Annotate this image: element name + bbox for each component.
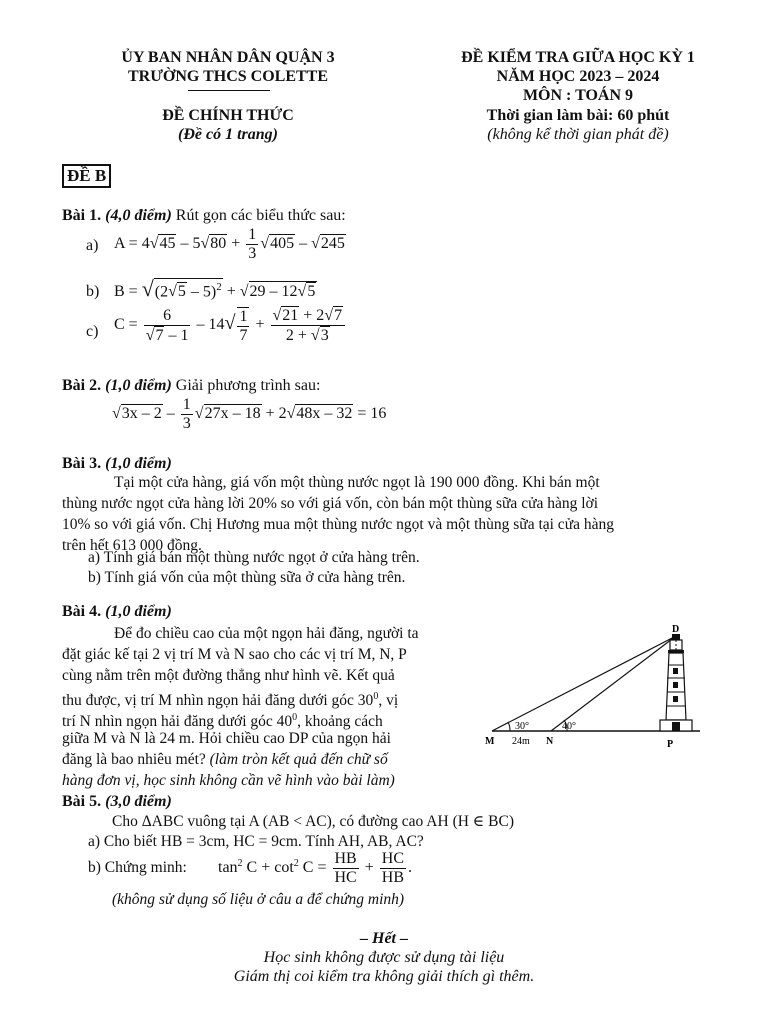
exam-code-box: ĐỀ B <box>62 164 111 188</box>
question-2-prompt: Giải phương trình sau: <box>175 377 321 394</box>
subject: MÔN : TOÁN 9 <box>522 87 634 104</box>
time-limit: Thời gian làm bài: 60 phút <box>486 107 670 124</box>
sight-line-m <box>492 636 676 731</box>
q1b-expression: B = √(2√5 – 5)$^2$ + √29 – 12√5 <box>114 276 316 301</box>
q4-deg-2: 0 <box>292 712 298 723</box>
q4-line-5-tail: , khoảng cách <box>297 713 383 731</box>
angle-arc-m <box>508 722 510 731</box>
question-1-heading <box>62 206 346 225</box>
time-note: (không kể thời gian phát đề) <box>487 126 669 143</box>
question-5-title: Bài 5. <box>62 793 102 810</box>
q4-line-4-tail: , vị <box>378 692 399 710</box>
footer-note-2: Giám thị coi kiểm tra không giải thích gì thêm. <box>233 968 535 985</box>
question-5-heading <box>62 792 172 811</box>
question-4-heading <box>62 602 172 621</box>
q5-line-1: Cho ΔABC vuông tại A (AB < AC), có đường cao AH (H ∈ BC) <box>112 813 514 830</box>
question-3-heading <box>62 454 172 473</box>
question-1-prompt: Rút gọn các biểu thức sau: <box>175 207 346 224</box>
distance-label: 24m <box>512 736 530 747</box>
school-year: NĂM HỌC 2023 – 2024 <box>496 68 660 85</box>
q4-line-2: đặt giác kế tại 2 vị trí M và N sao cho các vị trí M, N, P <box>62 646 407 663</box>
q1a-expression: A = 4√45 – 5√80 + $\frac{1}{3}$ √405 – √245 <box>114 226 345 262</box>
q4-line-7 <box>62 749 466 770</box>
q3-part-b: b) Tính giá vốn của một thùng sữa ở cửa hàng trên. <box>88 569 406 586</box>
point-p-label: P <box>667 739 674 750</box>
question-3-title: Bài 3. <box>62 455 102 472</box>
q4-deg-1: 0 <box>373 691 379 702</box>
question-2-heading <box>62 376 320 395</box>
question-2-points: (1,0 điểm) <box>105 377 172 394</box>
question-2-title: Bài 2. <box>62 377 102 394</box>
q5-part-b-label: b) Chứng minh: <box>88 859 187 876</box>
end-mark: – Hết – <box>360 930 408 947</box>
page-count-note: (Đề có 1 trang) <box>178 126 278 143</box>
header-underline <box>188 90 270 91</box>
point-d-label: D <box>672 624 680 635</box>
q1b-label: b) <box>86 283 100 300</box>
lighthouse-figure <box>476 620 716 756</box>
q1c-expression: C = $\frac{6}{√7 - 1}$ – 14√ $\frac{1}{7}$ + $\frac{√21 + 2√7}{2 + √3}$ <box>114 306 347 345</box>
footer-note-1: Học sinh không được sử dụng tài liệu <box>263 949 505 966</box>
angle-label-40: 40° <box>562 721 576 732</box>
q3-line-4: trên hết 613 000 đồng. <box>62 537 202 554</box>
q5-part-a: a) Cho biết HB = 3cm, HC = 9cm. Tính AH, AB, AC? <box>88 833 424 850</box>
question-4-points: (1,0 điểm) <box>105 603 172 620</box>
question-5-points: (3,0 điểm) <box>105 793 172 810</box>
exam-title: ĐỀ KIỂM TRA GIỮA HỌC KỲ 1 <box>461 49 695 66</box>
point-m-label: M <box>485 736 495 747</box>
q4-line-8: hàng đơn vị, học sinh không cần vẽ hình vào bài làm) <box>62 772 395 789</box>
q5-part-b-identity: $\tan^2 C + \cot^2 C$ = $\frac{HB}{HC}$ + $\frac{HC}{HB}$ . <box>218 850 412 886</box>
q3-line-2: thùng nước ngọt cửa hàng lời 20% so với giá vốn, còn bán một thùng sữa cửa hàng lời <box>62 495 599 512</box>
question-4-title: Bài 4. <box>62 603 102 620</box>
q3-part-a: a) Tính giá bán một thùng nước ngọt ở cửa hàng trên. <box>88 549 420 566</box>
department-name: ỦY BAN NHÂN DÂN QUẬN 3 <box>121 49 335 66</box>
angle-label-30: 30° <box>515 721 529 732</box>
q4-line-7-note: (làm tròn kết quả đến chữ số <box>209 751 388 768</box>
q1c-label: c) <box>86 323 99 340</box>
q4-line-7-text: đăng là bao nhiêu mét? <box>62 751 206 768</box>
q3-line-1: Tại một cửa hàng, giá vốn một thùng nước ngọt là 190 000 đồng. Khi bán một <box>114 474 600 491</box>
question-3-points: (1,0 điểm) <box>105 455 172 472</box>
q4-line-1: Để đo chiều cao của một ngọn hải đăng, người ta <box>114 625 419 642</box>
q5-note: (không sử dụng số liệu ở câu a để chứng minh) <box>112 891 405 908</box>
q3-line-3: 10% so với giá vốn. Chị Hương mua một thùng nước ngọt và một thùng sữa tại cửa hàng <box>62 516 614 533</box>
official-exam-label: ĐỀ CHÍNH THỨC <box>162 107 294 124</box>
question-1-title: Bài 1. <box>62 207 102 224</box>
q4-line-5-text: trí N nhìn ngọn hải đăng dưới góc 40 <box>62 713 293 731</box>
q4-line-4-text: thu được, vị trí M nhìn ngọn hải đăng dưới góc 30 <box>62 692 374 710</box>
q4-line-6: giữa M và N là 24 m. Hỏi chiều cao DP của ngọn hải <box>62 730 391 747</box>
q1a-label: a) <box>86 237 99 254</box>
question-1-points: (4,0 điểm) <box>105 207 172 224</box>
sight-line-n <box>551 636 676 731</box>
point-n-label: N <box>546 736 554 747</box>
q2-equation: √3x – 2 – $\frac{1}{3}$ √27x – 18 + 2√48x – 32 = 16 <box>112 396 387 432</box>
q4-line-3: cùng nằm trên một đường thẳng như hình vẽ. Kết quả <box>62 667 395 684</box>
school-name: TRƯỜNG THCS COLETTE <box>127 68 329 85</box>
